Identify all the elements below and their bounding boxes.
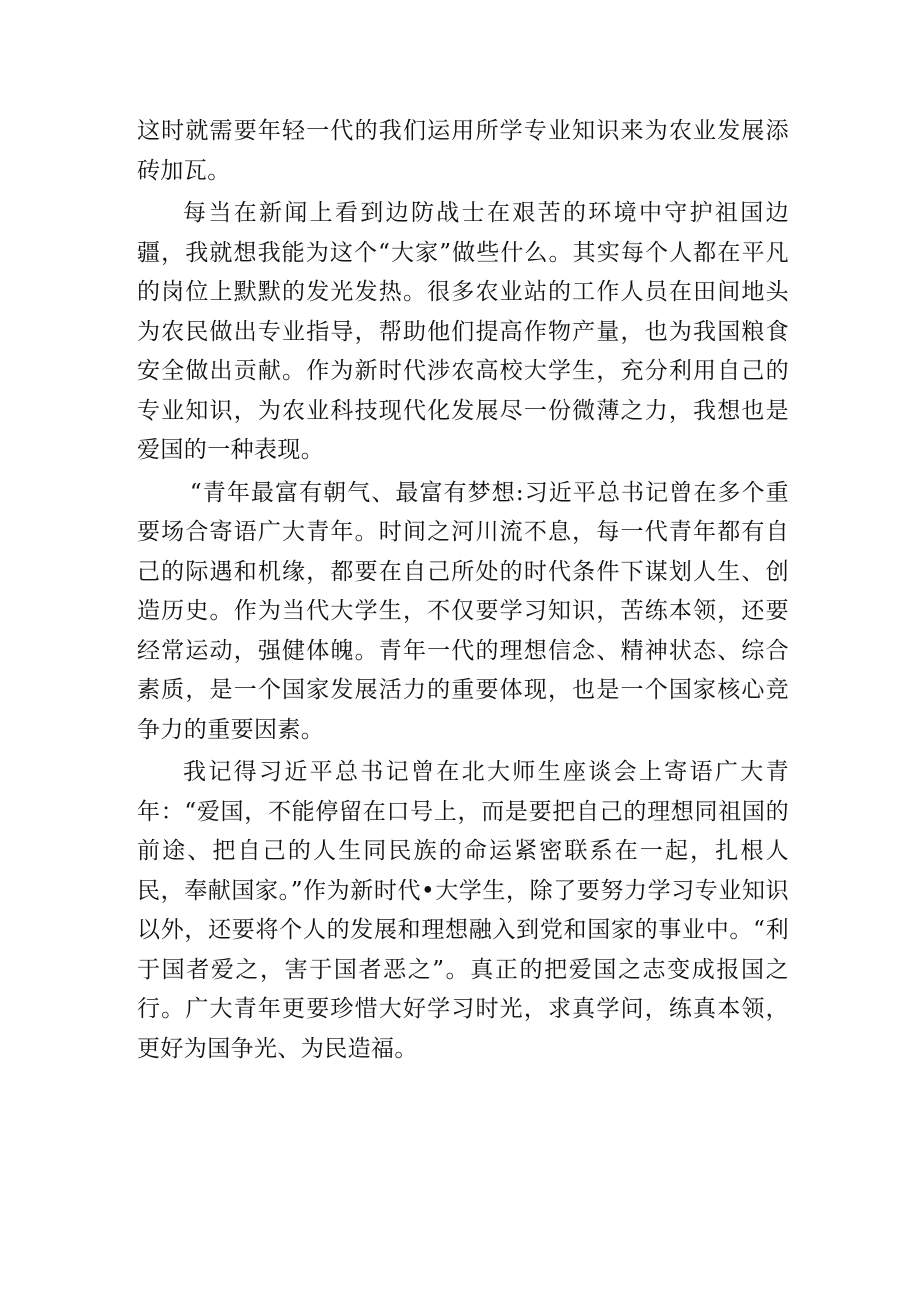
paragraph-border-soldiers: 每当在新闻上看到边防战士在艰苦的环境中守护祖国边疆，我就想我能为这个“大家”做些什么。其实每个人都在平凡的岗位上默默的发光发热。很多农业站的工作人员在田间地头为农民做出专业指导，帮助他们提高作物产量，也为我国粮食安全做出贡献。作为新时代涉农高校大学生，充分利用自己的专业知识，为农业科技现代化发展尽一份微薄之力，我想也是爱国的一种表现。 — [137, 200, 789, 463]
document-body — [137, 112, 789, 1069]
paragraph-continuation: 这时就需要年轻一代的我们运用所学专业知识来为农业发展添砖加瓦。 — [137, 118, 789, 184]
paragraph-youth: “青年最富有朝气、最富有梦想:习近平总书记曾在多个重要场合寄语广大青年。时间之河川流不息，每一代青年都有自己的际遇和机缘，都要在自己所处的时代条件下谋划人生、创造历史。作为当代大学生，不仅要学习知识，苦练本领，还要经常运动，强健体魄。青年一代的理想信念、精神状态、综合素质，是一个国家发展活力的重要体现，也是一个国家核心竞争力的重要因素。 — [137, 479, 789, 743]
paragraph-patriotism: 我记得习近平总书记曾在北大师生座谈会上寄语广大青年：“爱国，不能停留在口号上，而是要把自己的理想同祖国的前途、把自己的人生同民族的命运紧密联系在一起，扎根人民，奉献国家。”作为新时代•大学生，除了要努力学习专业知识以外，还要将个人的发展和理想融入到党和国家的事业中。“利于国者爱之，害于国者恶之”。真正的把爱国之志变成报国之行。广大青年更要珍惜大好学习时光，求真学问，练真本领，更好为国争光、为民造福。 — [137, 759, 789, 1062]
